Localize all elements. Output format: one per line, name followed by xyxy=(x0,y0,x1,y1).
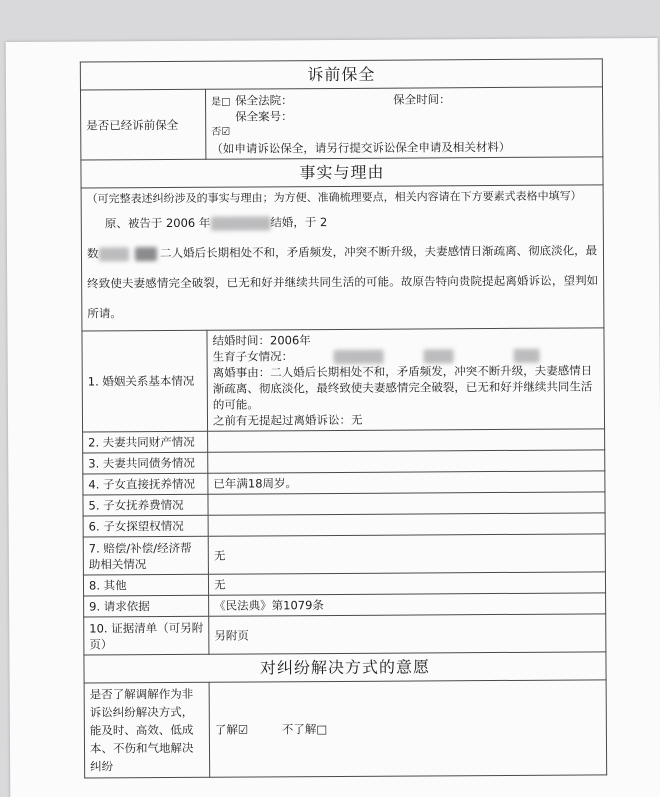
divorce-reason: 离婚事由：二人婚后长期相处不和，矛盾频发，冲突不断升级，夫妻感情日渐疏离、彻底淡化，最终致使夫妻感情完全破裂，已无和好并继续共同生活的可能。 xyxy=(212,363,593,412)
redacted-text xyxy=(513,348,539,362)
complaint-form-table xyxy=(80,58,607,778)
item-value-other: 无 xyxy=(208,572,605,595)
redacted-text xyxy=(134,247,156,261)
item-label-other: 8. 其他 xyxy=(83,574,208,596)
redacted-text xyxy=(333,349,383,363)
item-label-evidence: 10. 证据清单（可另附页） xyxy=(84,616,209,655)
understand-option: 了解☑ xyxy=(214,722,249,737)
facts-line-2 xyxy=(87,235,598,268)
section-title-preservation: 诉前保全 xyxy=(80,59,602,90)
court-label: 保全法院： xyxy=(235,92,293,108)
item-label-custody: 4. 子女直接抚养情况 xyxy=(83,473,208,495)
time-label: 保全时间： xyxy=(392,91,451,107)
section-title-resolution: 对纠纷解决方式的意愿 xyxy=(84,652,606,683)
not-understand-option: 不了解□ xyxy=(281,722,328,737)
item-value-debt xyxy=(208,450,605,473)
item-label-marriage: 1. 婚姻关系基本情况 xyxy=(82,330,208,432)
facts-line-1 xyxy=(87,205,598,238)
redacted-text xyxy=(98,247,128,261)
item-value-custody: 已年满18周岁。 xyxy=(208,471,605,494)
item-value-support xyxy=(208,492,605,515)
item-label-property: 2. 夫妻共同财产情况 xyxy=(83,431,208,453)
item-label-debt: 3. 夫妻共同债务情况 xyxy=(83,452,208,474)
document-page xyxy=(6,38,660,797)
facts-line2-prefix: 数 xyxy=(86,246,99,261)
no-option: 否☑ xyxy=(211,126,231,138)
item-value-evidence: 另附页 xyxy=(209,614,606,654)
facts-line-3: 终致使夫妻感情完全破裂，已无和好并继续共同生活的可能。故原告特向贵院提起离婚诉讼，望判如所请。 xyxy=(87,273,599,321)
facts-line1-mid: 结婚，于 2 xyxy=(270,215,328,230)
item-value-property xyxy=(208,429,605,452)
mediation-answer xyxy=(209,680,607,777)
mediation-question: 是否了解调解作为非诉讼纠纷解决方式，能及时、高效、低成本、不伤和气地解决纠纷 xyxy=(84,682,210,778)
redacted-text xyxy=(210,216,270,230)
facts-line2-text: 二人婚后长期相处不和，矛盾频发，冲突不断升级，夫妻感情日渐疏离、彻底淡化，最 xyxy=(160,243,598,261)
facts-line1-start: 原、被告于 2006 年 xyxy=(104,215,211,231)
children-label: 生育子女情况： xyxy=(212,349,294,364)
case-no-label: 保全案号： xyxy=(235,108,293,124)
item-value-compensation: 无 xyxy=(208,534,605,574)
preservation-details xyxy=(205,87,602,159)
item-value-basis: 《民法典》第1079条 xyxy=(209,593,606,616)
marriage-details xyxy=(207,328,605,431)
facts-instruction: （可完整表述纠纷涉及的事实与理由；为方便、准确梳理要点，相关内容请在下方要素式表格中填写） xyxy=(86,189,582,206)
redacted-text xyxy=(423,349,453,363)
prior-suit: 之前有无提起过离婚诉讼：无 xyxy=(212,412,363,428)
item-label-visitation: 6. 子女探望权情况 xyxy=(83,515,208,537)
section-title-facts: 事实与理由 xyxy=(81,157,603,188)
yes-option: 是□ xyxy=(211,96,231,108)
item-label-compensation: 7. 赔偿/补偿/经济帮助相关情况 xyxy=(83,536,208,575)
item-label-support: 5. 子女抚养费情况 xyxy=(83,494,208,516)
preservation-note: （如申请诉讼保全，请另行提交诉讼保全申请及相关材料） xyxy=(211,139,511,156)
facts-narrative xyxy=(81,185,604,331)
marriage-time: 结婚时间：2006年 xyxy=(212,333,311,348)
preservation-label: 是否已经诉前保全 xyxy=(80,89,205,160)
item-label-basis: 9. 请求依据 xyxy=(84,595,209,617)
item-value-visitation xyxy=(208,513,605,536)
